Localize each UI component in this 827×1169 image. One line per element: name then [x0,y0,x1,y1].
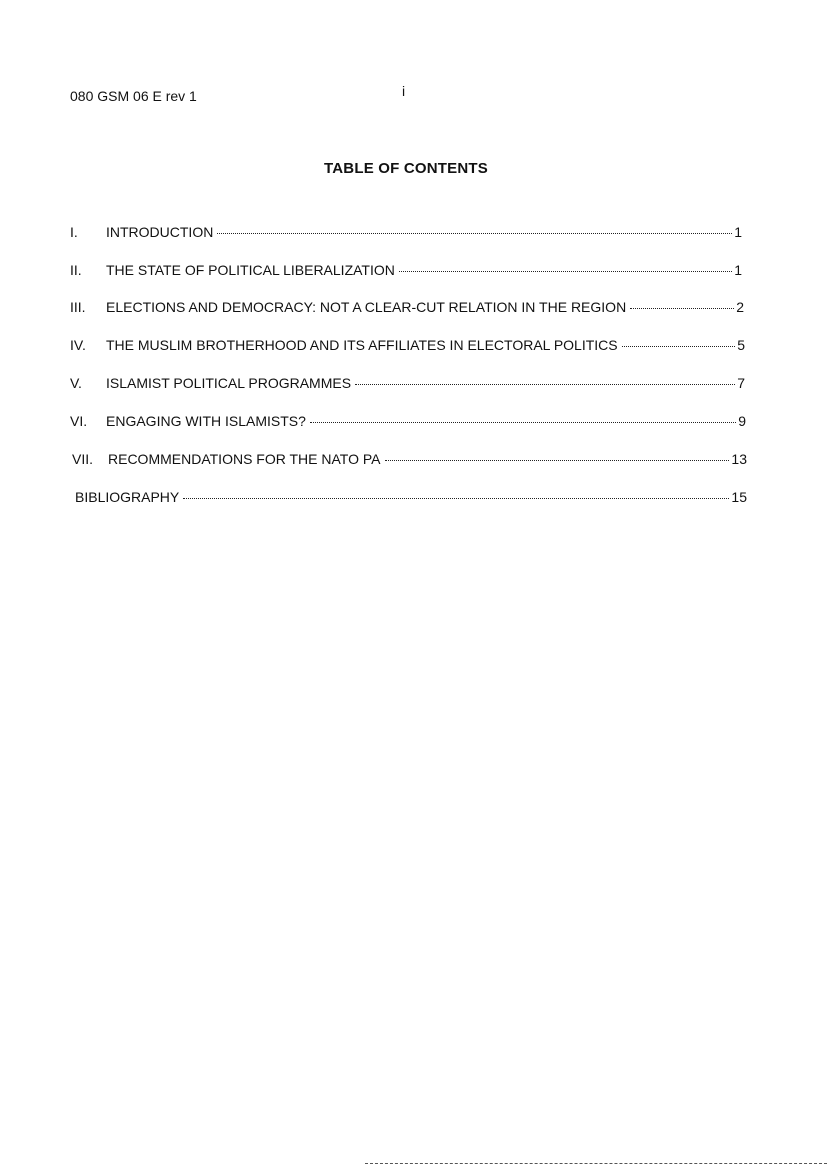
toc-entry-political-liberalization[interactable] [70,261,742,279]
toc-entry-islamist-programmes[interactable] [70,374,745,392]
toc-entry-title: INTRODUCTION [106,224,214,240]
toc-entry-page: 2 [736,299,744,315]
toc-entry-page: 1 [734,224,742,240]
toc-entry-title: RECOMMENDATIONS FOR THE NATO PA [108,451,381,467]
toc-entry-title: THE MUSLIM BROTHERHOOD AND ITS AFFILIATES IN ELECTORAL POLITICS [106,337,618,353]
toc-entry-title: BIBLIOGRAPHY [75,489,180,505]
toc-entry-bibliography[interactable] [75,488,747,506]
toc-entry-page: 13 [731,451,747,467]
toc-leader-dots [622,346,736,347]
toc-entry-page: 1 [734,262,742,278]
footer-rule [365,1163,827,1164]
toc-entry-number: VII. [72,451,94,467]
toc-leader-dots [399,271,732,272]
toc-leader-dots [183,498,729,499]
toc-entry-number: VI. [70,413,88,429]
toc-entry-page: 9 [738,413,746,429]
toc-entry-title: ELECTIONS AND DEMOCRACY: NOT A CLEAR-CUT RELATION IN THE REGION [106,299,627,315]
toc-entry-page: 15 [731,489,747,505]
document-reference: 080 GSM 06 E rev 1 [70,88,197,104]
toc-leader-dots [630,308,734,309]
toc-entry-recommendations[interactable] [72,450,747,468]
toc-entry-title: THE STATE OF POLITICAL LIBERALIZATION [106,262,395,278]
toc-entry-number: IV. [70,337,86,353]
toc-leader-dots [355,384,735,385]
toc-entry-number: II. [70,262,82,278]
toc-entry-number: V. [70,375,82,391]
toc-entry-elections-democracy[interactable] [70,298,744,316]
toc-entry-number: I. [70,224,78,240]
toc-entry-muslim-brotherhood[interactable] [70,336,745,354]
toc-entry-page: 5 [737,337,745,353]
toc-entry-number: III. [70,299,86,315]
toc-leader-dots [310,422,736,423]
toc-entry-title: ENGAGING WITH ISLAMISTS? [106,413,306,429]
toc-entry-introduction[interactable] [70,223,742,241]
page-number: i [402,83,406,99]
toc-leader-dots [217,233,732,234]
toc-leader-dots [385,460,730,461]
toc-entry-page: 7 [737,375,745,391]
toc-entry-engaging-islamists[interactable] [70,412,746,430]
toc-title: TABLE OF CONTENTS [324,160,488,177]
toc-entry-title: ISLAMIST POLITICAL PROGRAMMES [106,375,352,391]
